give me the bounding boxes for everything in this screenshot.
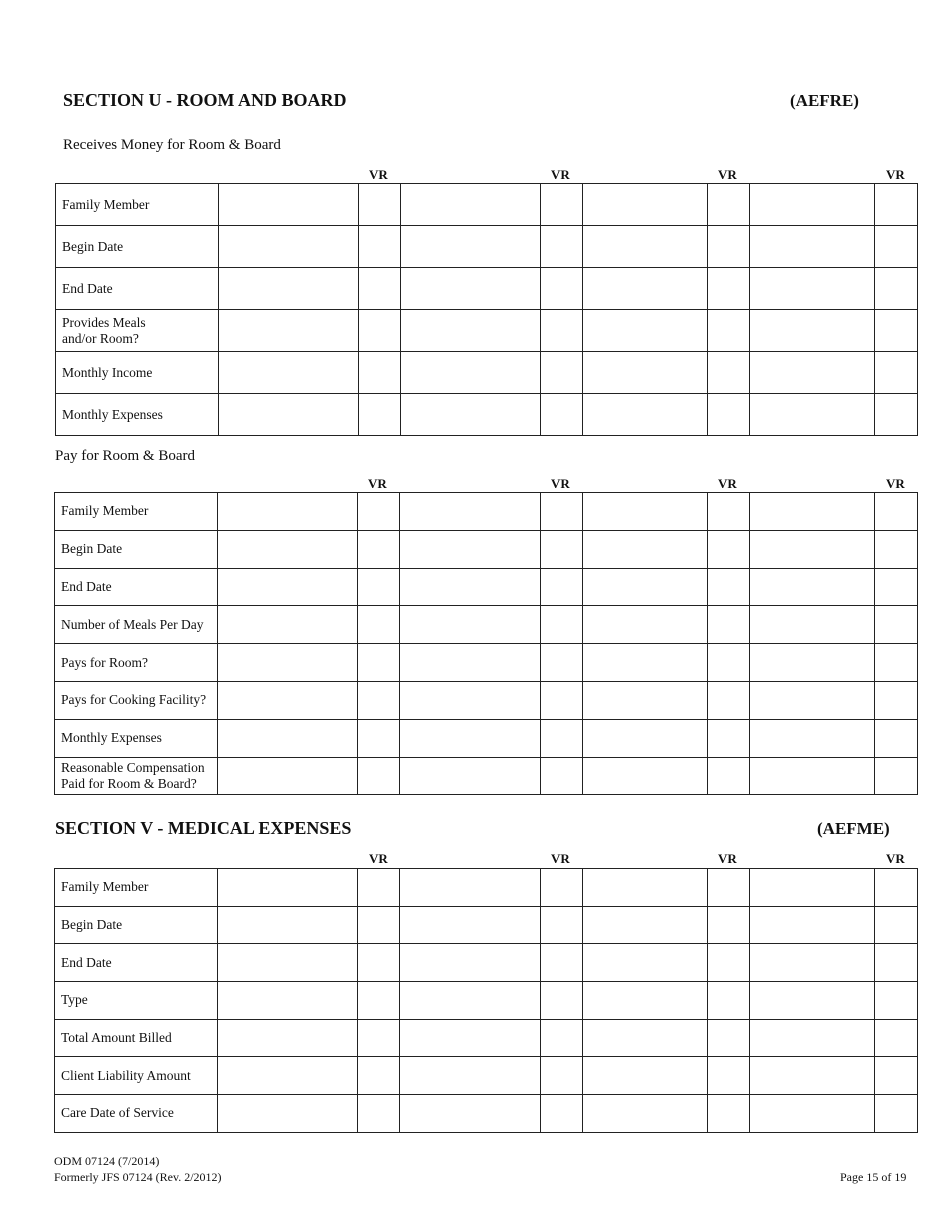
row-label: Total Amount Billed <box>55 1019 218 1057</box>
medical-table <box>54 868 918 1133</box>
vr-checkbox-cell[interactable] <box>540 568 582 606</box>
entry-field[interactable] <box>400 982 540 1020</box>
table-row <box>55 530 918 568</box>
formerly-form-number: Formerly JFS 07124 (Rev. 2/2012) <box>54 1170 222 1184</box>
entry-field[interactable] <box>401 394 541 436</box>
table-row <box>55 1095 918 1133</box>
row-label: Reasonable Compensation Paid for Room & Board? <box>55 757 218 795</box>
entry-field[interactable] <box>400 530 540 568</box>
entry-field[interactable] <box>582 869 707 907</box>
pays-subtitle: Pay for Room & Board <box>55 448 195 464</box>
vr-checkbox-cell[interactable] <box>358 906 400 944</box>
entry-field[interactable] <box>583 394 708 436</box>
vr-checkbox-cell[interactable] <box>875 226 918 268</box>
vr-checkbox-cell[interactable] <box>358 1095 400 1133</box>
row-label: Pays for Cooking Facility? <box>55 681 218 719</box>
vr-checkbox-cell[interactable] <box>874 606 917 644</box>
vr-checkbox-cell[interactable] <box>540 757 582 795</box>
entry-field[interactable] <box>750 352 875 394</box>
vr-label: VR <box>718 476 737 491</box>
table-row <box>56 184 918 226</box>
section-u-title: SECTION U - ROOM AND BOARD <box>63 90 347 110</box>
table-row <box>55 681 918 719</box>
vr-checkbox-cell[interactable] <box>540 719 582 757</box>
entry-field[interactable] <box>582 606 707 644</box>
vr-checkbox-cell[interactable] <box>358 757 400 795</box>
entry-field[interactable] <box>218 757 358 795</box>
vr-checkbox-cell[interactable] <box>707 493 749 531</box>
entry-field[interactable] <box>749 869 874 907</box>
entry-field[interactable] <box>400 944 540 982</box>
vr-checkbox-cell[interactable] <box>874 1057 917 1095</box>
entry-field[interactable] <box>749 493 874 531</box>
entry-field[interactable] <box>750 226 875 268</box>
vr-checkbox-cell[interactable] <box>358 681 400 719</box>
vr-checkbox-cell[interactable] <box>707 530 749 568</box>
entry-field[interactable] <box>218 869 358 907</box>
entry-field[interactable] <box>218 681 358 719</box>
vr-checkbox-cell[interactable] <box>359 184 401 226</box>
entry-field[interactable] <box>582 644 707 682</box>
vr-checkbox-cell[interactable] <box>359 394 401 436</box>
vr-checkbox-cell[interactable] <box>358 493 400 531</box>
vr-checkbox-cell[interactable] <box>874 982 917 1020</box>
vr-checkbox-cell[interactable] <box>540 869 582 907</box>
entry-field[interactable] <box>749 719 874 757</box>
entry-field[interactable] <box>582 944 707 982</box>
entry-field[interactable] <box>218 644 358 682</box>
row-label: Number of Meals Per Day <box>55 606 218 644</box>
row-label: Begin Date <box>56 226 219 268</box>
row-label: Begin Date <box>55 906 218 944</box>
vr-checkbox-cell[interactable] <box>875 310 918 352</box>
entry-field[interactable] <box>749 757 874 795</box>
vr-label: VR <box>551 476 570 491</box>
vr-checkbox-cell[interactable] <box>707 1019 749 1057</box>
vr-checkbox-cell[interactable] <box>707 982 749 1020</box>
row-label: Monthly Expenses <box>56 394 219 436</box>
entry-field[interactable] <box>749 1095 874 1133</box>
entry-field[interactable] <box>749 906 874 944</box>
entry-field[interactable] <box>218 1057 358 1095</box>
entry-field[interactable] <box>219 310 359 352</box>
vr-label: VR <box>886 851 905 866</box>
entry-field[interactable] <box>218 568 358 606</box>
vr-checkbox-cell[interactable] <box>874 568 917 606</box>
entry-field[interactable] <box>400 568 540 606</box>
vr-checkbox-cell[interactable] <box>358 1019 400 1057</box>
vr-checkbox-cell[interactable] <box>358 719 400 757</box>
vr-checkbox-cell[interactable] <box>358 1057 400 1095</box>
vr-checkbox-cell[interactable] <box>358 944 400 982</box>
entry-field[interactable] <box>582 681 707 719</box>
vr-checkbox-cell[interactable] <box>541 184 583 226</box>
vr-checkbox-cell[interactable] <box>359 310 401 352</box>
entry-field[interactable] <box>749 530 874 568</box>
vr-checkbox-cell[interactable] <box>707 757 749 795</box>
entry-field[interactable] <box>749 982 874 1020</box>
entry-field[interactable] <box>583 310 708 352</box>
vr-checkbox-cell[interactable] <box>874 530 917 568</box>
vr-checkbox-cell[interactable] <box>707 906 749 944</box>
vr-checkbox-cell[interactable] <box>707 869 749 907</box>
vr-checkbox-cell[interactable] <box>540 1095 582 1133</box>
entry-field[interactable] <box>400 906 540 944</box>
entry-field[interactable] <box>400 644 540 682</box>
table-row <box>55 757 918 795</box>
entry-field[interactable] <box>749 944 874 982</box>
entry-field[interactable] <box>582 530 707 568</box>
vr-checkbox-cell[interactable] <box>875 184 918 226</box>
vr-checkbox-cell[interactable] <box>708 268 750 310</box>
vr-checkbox-cell[interactable] <box>707 1095 749 1133</box>
entry-field[interactable] <box>583 184 708 226</box>
entry-field[interactable] <box>750 310 875 352</box>
vr-checkbox-cell[interactable] <box>540 681 582 719</box>
vr-checkbox-cell[interactable] <box>875 394 918 436</box>
entry-field[interactable] <box>400 493 540 531</box>
table-row <box>55 1019 918 1057</box>
vr-checkbox-cell[interactable] <box>540 606 582 644</box>
vr-checkbox-cell[interactable] <box>874 1095 917 1133</box>
table-row <box>56 352 918 394</box>
entry-field[interactable] <box>218 493 358 531</box>
vr-checkbox-cell[interactable] <box>358 982 400 1020</box>
row-label: Monthly Expenses <box>55 719 218 757</box>
entry-field[interactable] <box>582 906 707 944</box>
entry-field[interactable] <box>750 184 875 226</box>
row-label: Provides Meals and/or Room? <box>56 310 219 352</box>
entry-field[interactable] <box>582 493 707 531</box>
vr-checkbox-cell[interactable] <box>541 268 583 310</box>
vr-checkbox-cell[interactable] <box>358 530 400 568</box>
entry-field[interactable] <box>218 719 358 757</box>
vr-checkbox-cell[interactable] <box>359 226 401 268</box>
vr-label: VR <box>369 167 388 182</box>
entry-field[interactable] <box>582 1095 707 1133</box>
section-v-title: SECTION V - MEDICAL EXPENSES <box>55 818 352 838</box>
vr-checkbox-cell[interactable] <box>874 944 917 982</box>
entry-field[interactable] <box>582 1019 707 1057</box>
section-u-code: (AEFRE) <box>790 91 859 110</box>
entry-field[interactable] <box>582 568 707 606</box>
entry-field[interactable] <box>401 352 541 394</box>
entry-field[interactable] <box>401 226 541 268</box>
entry-field[interactable] <box>400 606 540 644</box>
table-row <box>56 226 918 268</box>
vr-checkbox-cell[interactable] <box>707 944 749 982</box>
vr-label: VR <box>551 851 570 866</box>
row-label: Monthly Income <box>56 352 219 394</box>
vr-label: VR <box>368 476 387 491</box>
table-row <box>55 606 918 644</box>
vr-label: VR <box>718 851 737 866</box>
entry-field[interactable] <box>749 568 874 606</box>
entry-field[interactable] <box>749 606 874 644</box>
entry-field[interactable] <box>219 226 359 268</box>
vr-checkbox-cell[interactable] <box>540 906 582 944</box>
vr-checkbox-cell[interactable] <box>540 982 582 1020</box>
table-row <box>56 268 918 310</box>
vr-checkbox-cell[interactable] <box>874 493 917 531</box>
entry-field[interactable] <box>218 944 358 982</box>
entry-field[interactable] <box>582 982 707 1020</box>
vr-checkbox-cell[interactable] <box>874 644 917 682</box>
entry-field[interactable] <box>582 719 707 757</box>
vr-checkbox-cell[interactable] <box>359 268 401 310</box>
row-label: Client Liability Amount <box>55 1057 218 1095</box>
entry-field[interactable] <box>219 352 359 394</box>
row-label: End Date <box>56 268 219 310</box>
table-row <box>55 644 918 682</box>
entry-field[interactable] <box>582 1057 707 1095</box>
vr-label: VR <box>886 167 905 182</box>
row-label: Type <box>55 982 218 1020</box>
entry-field[interactable] <box>401 184 541 226</box>
vr-label: VR <box>551 167 570 182</box>
vr-checkbox-cell[interactable] <box>874 906 917 944</box>
row-label: Family Member <box>56 184 219 226</box>
vr-checkbox-cell[interactable] <box>540 493 582 531</box>
row-label: Care Date of Service <box>55 1095 218 1133</box>
receives-table <box>55 183 918 436</box>
vr-checkbox-cell[interactable] <box>707 681 749 719</box>
vr-checkbox-cell[interactable] <box>874 869 917 907</box>
vr-label: VR <box>369 851 388 866</box>
entry-field[interactable] <box>218 606 358 644</box>
entry-field[interactable] <box>750 268 875 310</box>
vr-checkbox-cell[interactable] <box>707 1057 749 1095</box>
vr-checkbox-cell[interactable] <box>359 352 401 394</box>
vr-label: VR <box>718 167 737 182</box>
table-row <box>55 568 918 606</box>
vr-checkbox-cell[interactable] <box>358 606 400 644</box>
vr-checkbox-cell[interactable] <box>540 644 582 682</box>
entry-field[interactable] <box>400 1019 540 1057</box>
vr-checkbox-cell[interactable] <box>540 1019 582 1057</box>
table-row <box>56 394 918 436</box>
vr-checkbox-cell[interactable] <box>541 226 583 268</box>
vr-checkbox-cell[interactable] <box>358 568 400 606</box>
entry-field[interactable] <box>401 310 541 352</box>
vr-checkbox-cell[interactable] <box>540 530 582 568</box>
vr-checkbox-cell[interactable] <box>541 394 583 436</box>
row-label: End Date <box>55 568 218 606</box>
entry-field[interactable] <box>401 268 541 310</box>
entry-field[interactable] <box>219 184 359 226</box>
entry-field[interactable] <box>749 1057 874 1095</box>
vr-checkbox-cell[interactable] <box>707 719 749 757</box>
entry-field[interactable] <box>400 869 540 907</box>
row-label: Pays for Room? <box>55 644 218 682</box>
vr-checkbox-cell[interactable] <box>708 184 750 226</box>
row-label: Family Member <box>55 869 218 907</box>
entry-field[interactable] <box>218 982 358 1020</box>
table-row <box>55 719 918 757</box>
entry-field[interactable] <box>219 394 359 436</box>
vr-checkbox-cell[interactable] <box>540 1057 582 1095</box>
vr-checkbox-cell[interactable] <box>708 394 750 436</box>
vr-checkbox-cell[interactable] <box>874 681 917 719</box>
table-row <box>55 944 918 982</box>
entry-field[interactable] <box>218 530 358 568</box>
vr-checkbox-cell[interactable] <box>358 869 400 907</box>
vr-checkbox-cell[interactable] <box>707 568 749 606</box>
vr-checkbox-cell[interactable] <box>541 310 583 352</box>
entry-field[interactable] <box>583 226 708 268</box>
vr-checkbox-cell[interactable] <box>874 1019 917 1057</box>
entry-field[interactable] <box>749 681 874 719</box>
row-label: Family Member <box>55 493 218 531</box>
receives-subtitle: Receives Money for Room & Board <box>63 137 281 153</box>
vr-checkbox-cell[interactable] <box>708 310 750 352</box>
table-row <box>55 493 918 531</box>
vr-checkbox-cell[interactable] <box>541 352 583 394</box>
vr-checkbox-cell[interactable] <box>708 352 750 394</box>
vr-checkbox-cell[interactable] <box>874 757 917 795</box>
entry-field[interactable] <box>400 1095 540 1133</box>
vr-label: VR <box>886 476 905 491</box>
entry-field[interactable] <box>582 757 707 795</box>
entry-field[interactable] <box>400 1057 540 1095</box>
vr-checkbox-cell[interactable] <box>708 226 750 268</box>
row-label: End Date <box>55 944 218 982</box>
entry-field[interactable] <box>750 394 875 436</box>
entry-field[interactable] <box>218 906 358 944</box>
vr-checkbox-cell[interactable] <box>875 268 918 310</box>
vr-checkbox-cell[interactable] <box>874 719 917 757</box>
entry-field[interactable] <box>749 644 874 682</box>
entry-field[interactable] <box>218 1019 358 1057</box>
entry-field[interactable] <box>400 681 540 719</box>
table-row <box>56 310 918 352</box>
row-label: Begin Date <box>55 530 218 568</box>
form-number: ODM 07124 (7/2014) <box>54 1154 160 1168</box>
vr-checkbox-cell[interactable] <box>875 352 918 394</box>
entry-field[interactable] <box>400 719 540 757</box>
vr-checkbox-cell[interactable] <box>540 944 582 982</box>
entry-field[interactable] <box>218 1095 358 1133</box>
table-row <box>55 906 918 944</box>
entry-field[interactable] <box>583 268 708 310</box>
entry-field[interactable] <box>400 757 540 795</box>
page-number: Page 15 of 19 <box>840 1170 907 1184</box>
table-row <box>55 869 918 907</box>
table-row <box>55 982 918 1020</box>
entry-field[interactable] <box>219 268 359 310</box>
entry-field[interactable] <box>583 352 708 394</box>
vr-checkbox-cell[interactable] <box>707 644 749 682</box>
table-row <box>55 1057 918 1095</box>
vr-checkbox-cell[interactable] <box>707 606 749 644</box>
vr-checkbox-cell[interactable] <box>358 644 400 682</box>
entry-field[interactable] <box>749 1019 874 1057</box>
section-v-code: (AEFME) <box>817 819 890 838</box>
pays-table <box>54 492 918 795</box>
